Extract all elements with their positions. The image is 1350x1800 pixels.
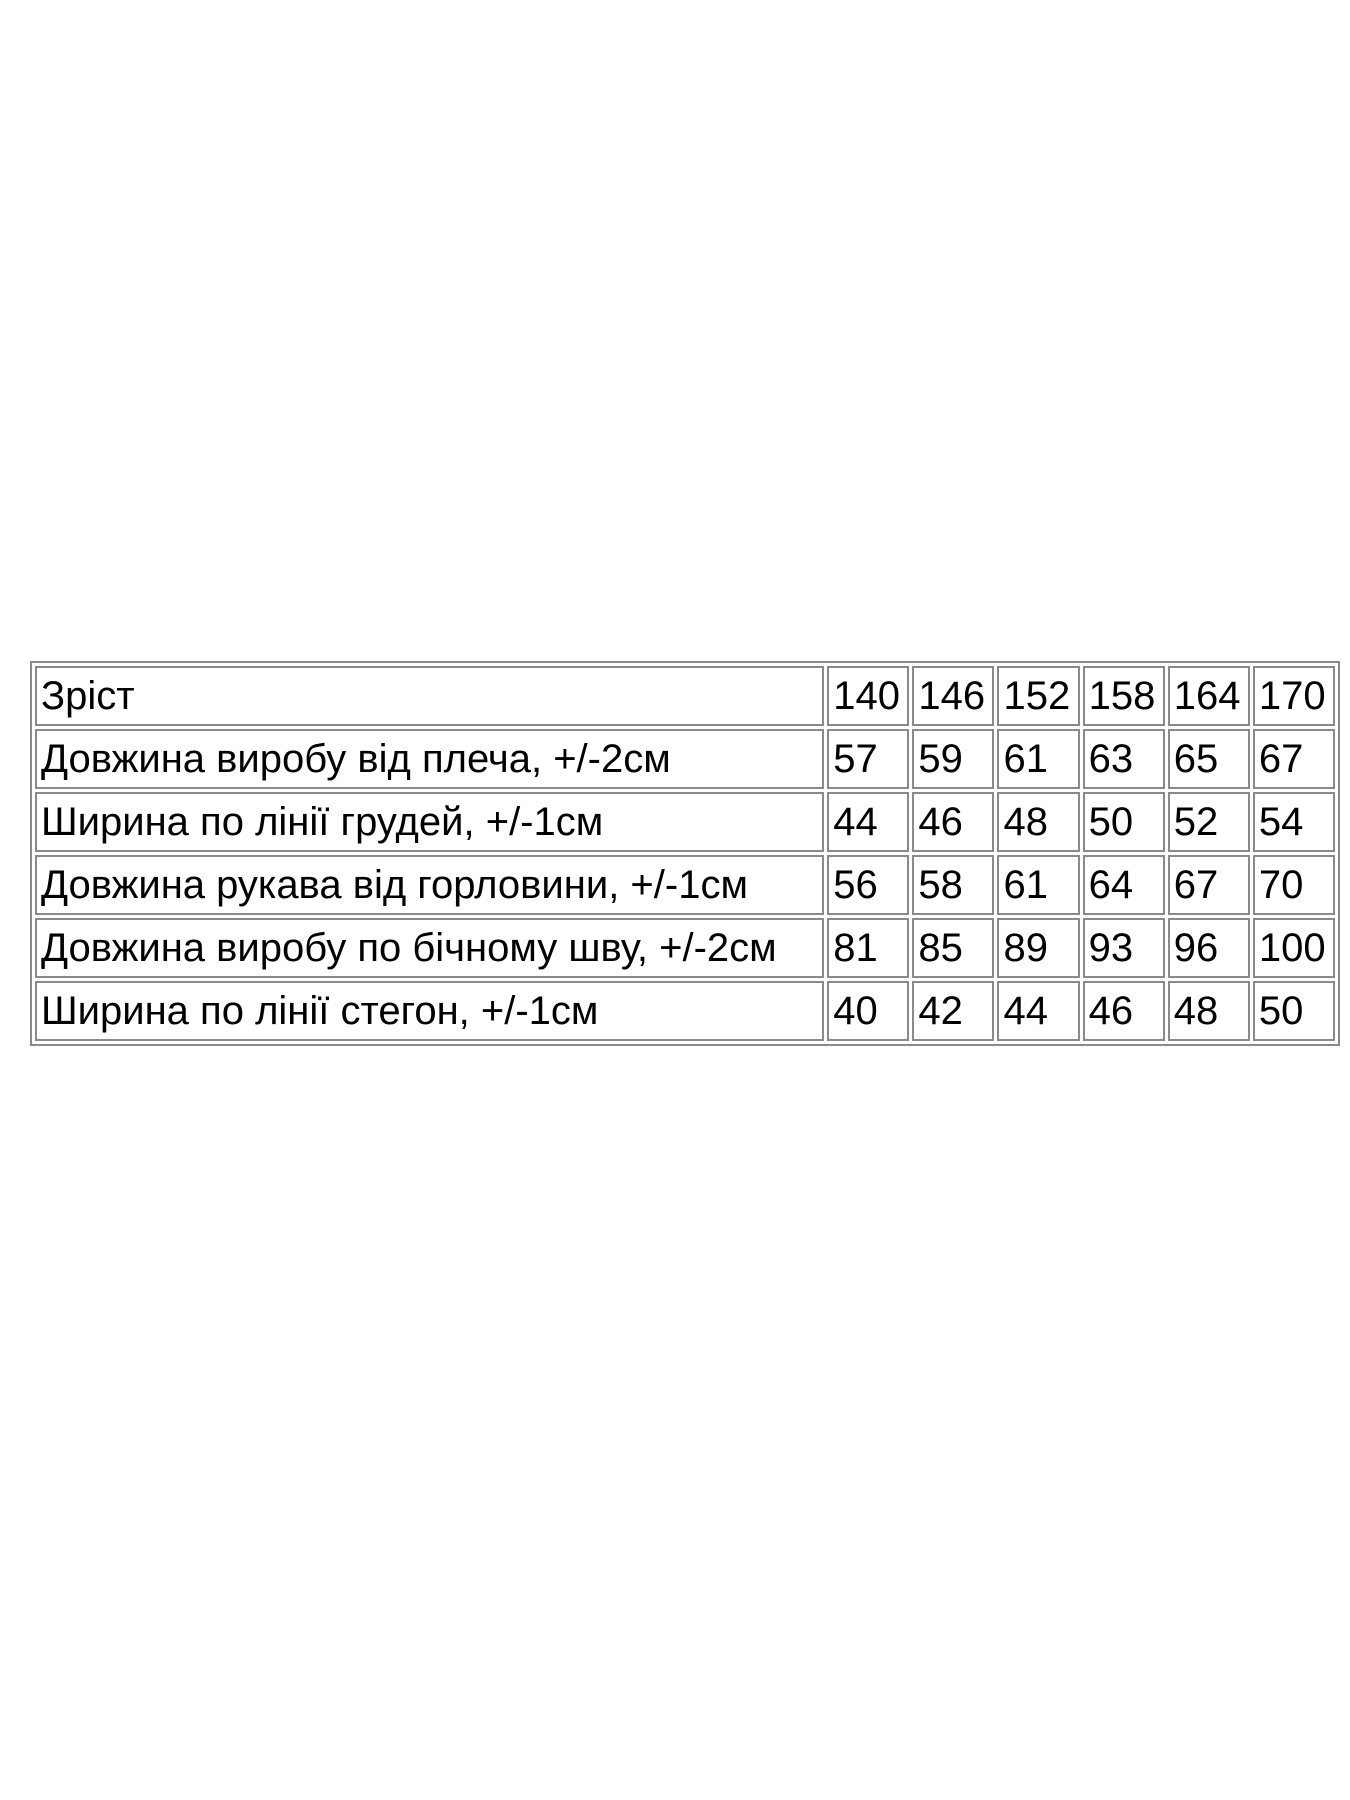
- value-cell: 58: [912, 855, 994, 915]
- table-row: [35, 981, 1335, 1041]
- value-cell: 59: [912, 729, 994, 789]
- size-cell: 140: [827, 666, 909, 726]
- size-chart: [30, 661, 1340, 1046]
- table-row: [35, 729, 1335, 789]
- size-cell: 158: [1083, 666, 1165, 726]
- value-cell: 63: [1083, 729, 1165, 789]
- value-cell: 52: [1168, 792, 1250, 852]
- value-cell: 61: [997, 729, 1079, 789]
- size-cell: 152: [997, 666, 1079, 726]
- value-cell: 44: [997, 981, 1079, 1041]
- value-cell: 54: [1253, 792, 1335, 852]
- value-cell: 44: [827, 792, 909, 852]
- table-row-header: [35, 666, 1335, 726]
- row-label: Довжина рукава від горловини, +/-1см: [35, 855, 824, 915]
- size-cell: 164: [1168, 666, 1250, 726]
- size-table: [32, 663, 1338, 1044]
- row-label: Ширина по лінії грудей, +/-1см: [35, 792, 824, 852]
- row-label: Зріст: [35, 666, 824, 726]
- value-cell: 96: [1168, 918, 1250, 978]
- value-cell: 50: [1083, 792, 1165, 852]
- value-cell: 40: [827, 981, 909, 1041]
- table-row: [35, 918, 1335, 978]
- value-cell: 61: [997, 855, 1079, 915]
- table-row: [35, 855, 1335, 915]
- size-cell: 146: [912, 666, 994, 726]
- value-cell: 81: [827, 918, 909, 978]
- value-cell: 89: [997, 918, 1079, 978]
- value-cell: 93: [1083, 918, 1165, 978]
- value-cell: 85: [912, 918, 994, 978]
- row-label: Довжина виробу по бічному шву, +/-2см: [35, 918, 824, 978]
- value-cell: 67: [1253, 729, 1335, 789]
- value-cell: 56: [827, 855, 909, 915]
- row-label: Довжина виробу від плеча, +/-2см: [35, 729, 824, 789]
- value-cell: 42: [912, 981, 994, 1041]
- size-cell: 170: [1253, 666, 1335, 726]
- value-cell: 70: [1253, 855, 1335, 915]
- value-cell: 46: [912, 792, 994, 852]
- value-cell: 100: [1253, 918, 1335, 978]
- row-label: Ширина по лінії стегон, +/-1см: [35, 981, 824, 1041]
- value-cell: 50: [1253, 981, 1335, 1041]
- value-cell: 57: [827, 729, 909, 789]
- table-row: [35, 792, 1335, 852]
- value-cell: 46: [1083, 981, 1165, 1041]
- value-cell: 65: [1168, 729, 1250, 789]
- value-cell: 48: [997, 792, 1079, 852]
- value-cell: 48: [1168, 981, 1250, 1041]
- value-cell: 64: [1083, 855, 1165, 915]
- value-cell: 67: [1168, 855, 1250, 915]
